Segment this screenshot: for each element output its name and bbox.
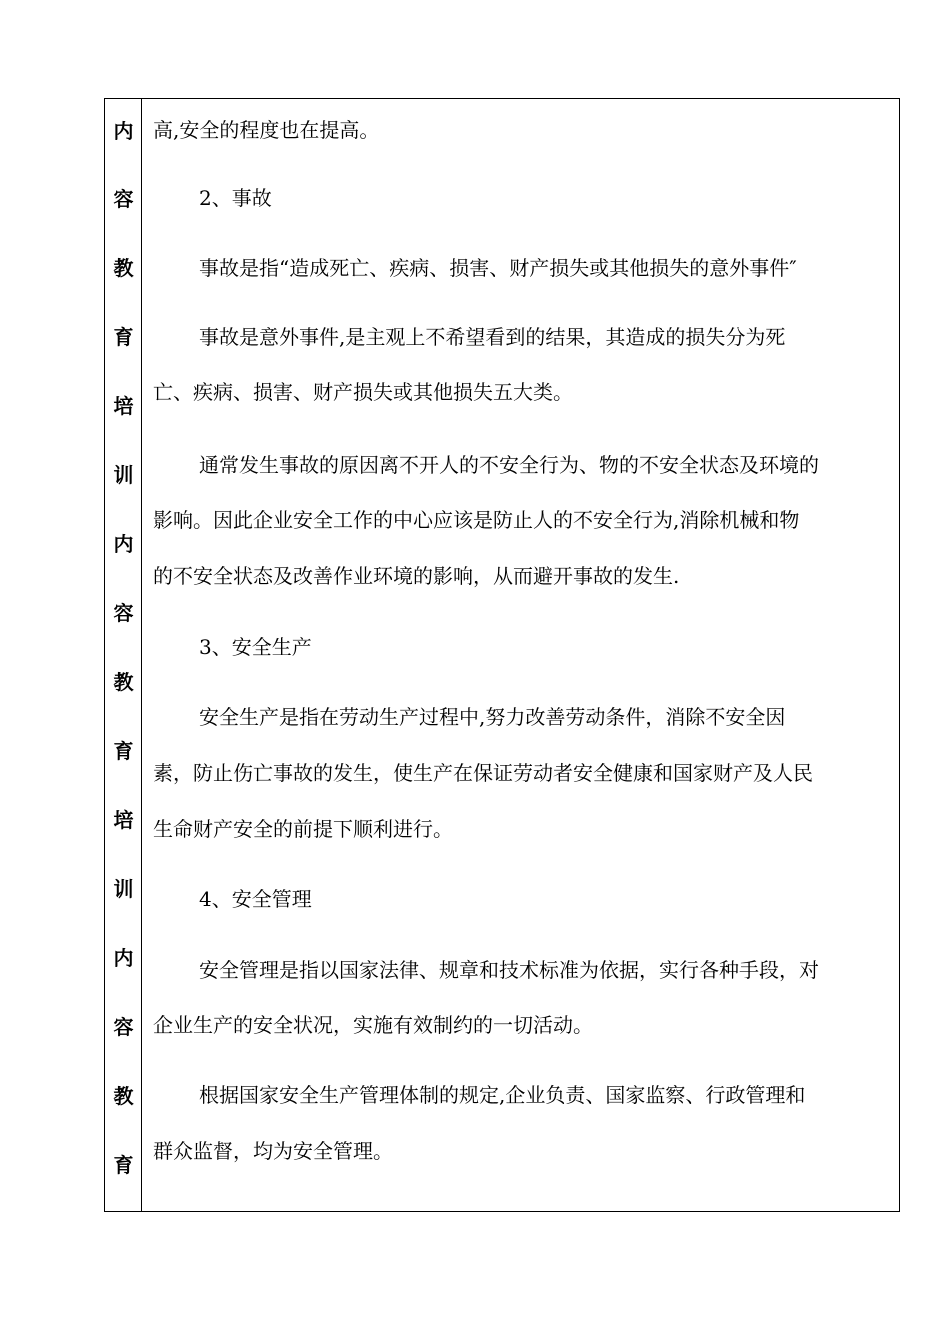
side-label-char: 容 [113, 187, 134, 211]
side-label-column [105, 99, 142, 1211]
body-text-line: 通常发生事故的原因离不开人的不安全行为、物的不安全状态及环境的 [199, 453, 819, 477]
side-label-char: 培 [113, 394, 134, 418]
side-label-char: 育 [113, 325, 134, 349]
side-label-char: 内 [113, 119, 134, 143]
body-text-line: 群众监督，均为安全管理。 [153, 1139, 393, 1163]
side-label-char: 教 [113, 1084, 134, 1108]
section-heading-safe-production: 3、安全生产 [199, 635, 312, 659]
body-text-line: 的不安全状态及改善作业环境的影响，从而避开事故的发生. [153, 564, 680, 588]
side-label-char: 培 [113, 808, 134, 832]
section-heading-accident: 2、事故 [199, 186, 272, 210]
side-label-char: 教 [113, 670, 134, 694]
side-label-char: 育 [113, 1153, 134, 1177]
body-text-line: 事故是指“造成死亡、疾病、损害、财产损失或其他损失的意外事件″ [199, 256, 797, 280]
side-label-char: 容 [113, 601, 134, 625]
body-text-line: 亡、疾病、损害、财产损失或其他损失五大类。 [153, 380, 573, 404]
body-text-line: 影响。因此企业安全工作的中心应该是防止人的不安全行为,消除机械和物 [153, 508, 800, 532]
body-text-line: 根据国家安全生产管理体制的规定,企业负责、国家监察、行政管理和 [199, 1083, 806, 1107]
section-heading-safety-management: 4、安全管理 [199, 887, 312, 911]
body-text-line: 事故是意外事件,是主观上不希望看到的结果，其造成的损失分为死 [199, 325, 786, 349]
side-label-char: 训 [113, 877, 134, 901]
side-label-char: 内 [113, 946, 134, 970]
body-text-line: 企业生产的安全状况，实施有效制约的一切活动。 [153, 1013, 593, 1037]
body-text-line: 生命财产安全的前提下顺利进行。 [153, 817, 453, 841]
side-label-char: 容 [113, 1015, 134, 1039]
document-table [104, 98, 900, 1212]
body-text-line: 高,安全的程度也在提高。 [153, 118, 380, 142]
side-label-char: 内 [113, 532, 134, 556]
side-label-char: 训 [113, 463, 134, 487]
side-label-char: 育 [113, 739, 134, 763]
side-label-char: 教 [113, 256, 134, 280]
body-text-line: 安全管理是指以国家法律、规章和技术标准为依据，实行各种手段，对 [199, 958, 819, 982]
content-cell [142, 99, 899, 1211]
body-text-line: 安全生产是指在劳动生产过程中,努力改善劳动条件，消除不安全因 [199, 705, 786, 729]
body-text-line: 素，防止伤亡事故的发生，使生产在保证劳动者安全健康和国家财产及人民 [153, 761, 813, 785]
